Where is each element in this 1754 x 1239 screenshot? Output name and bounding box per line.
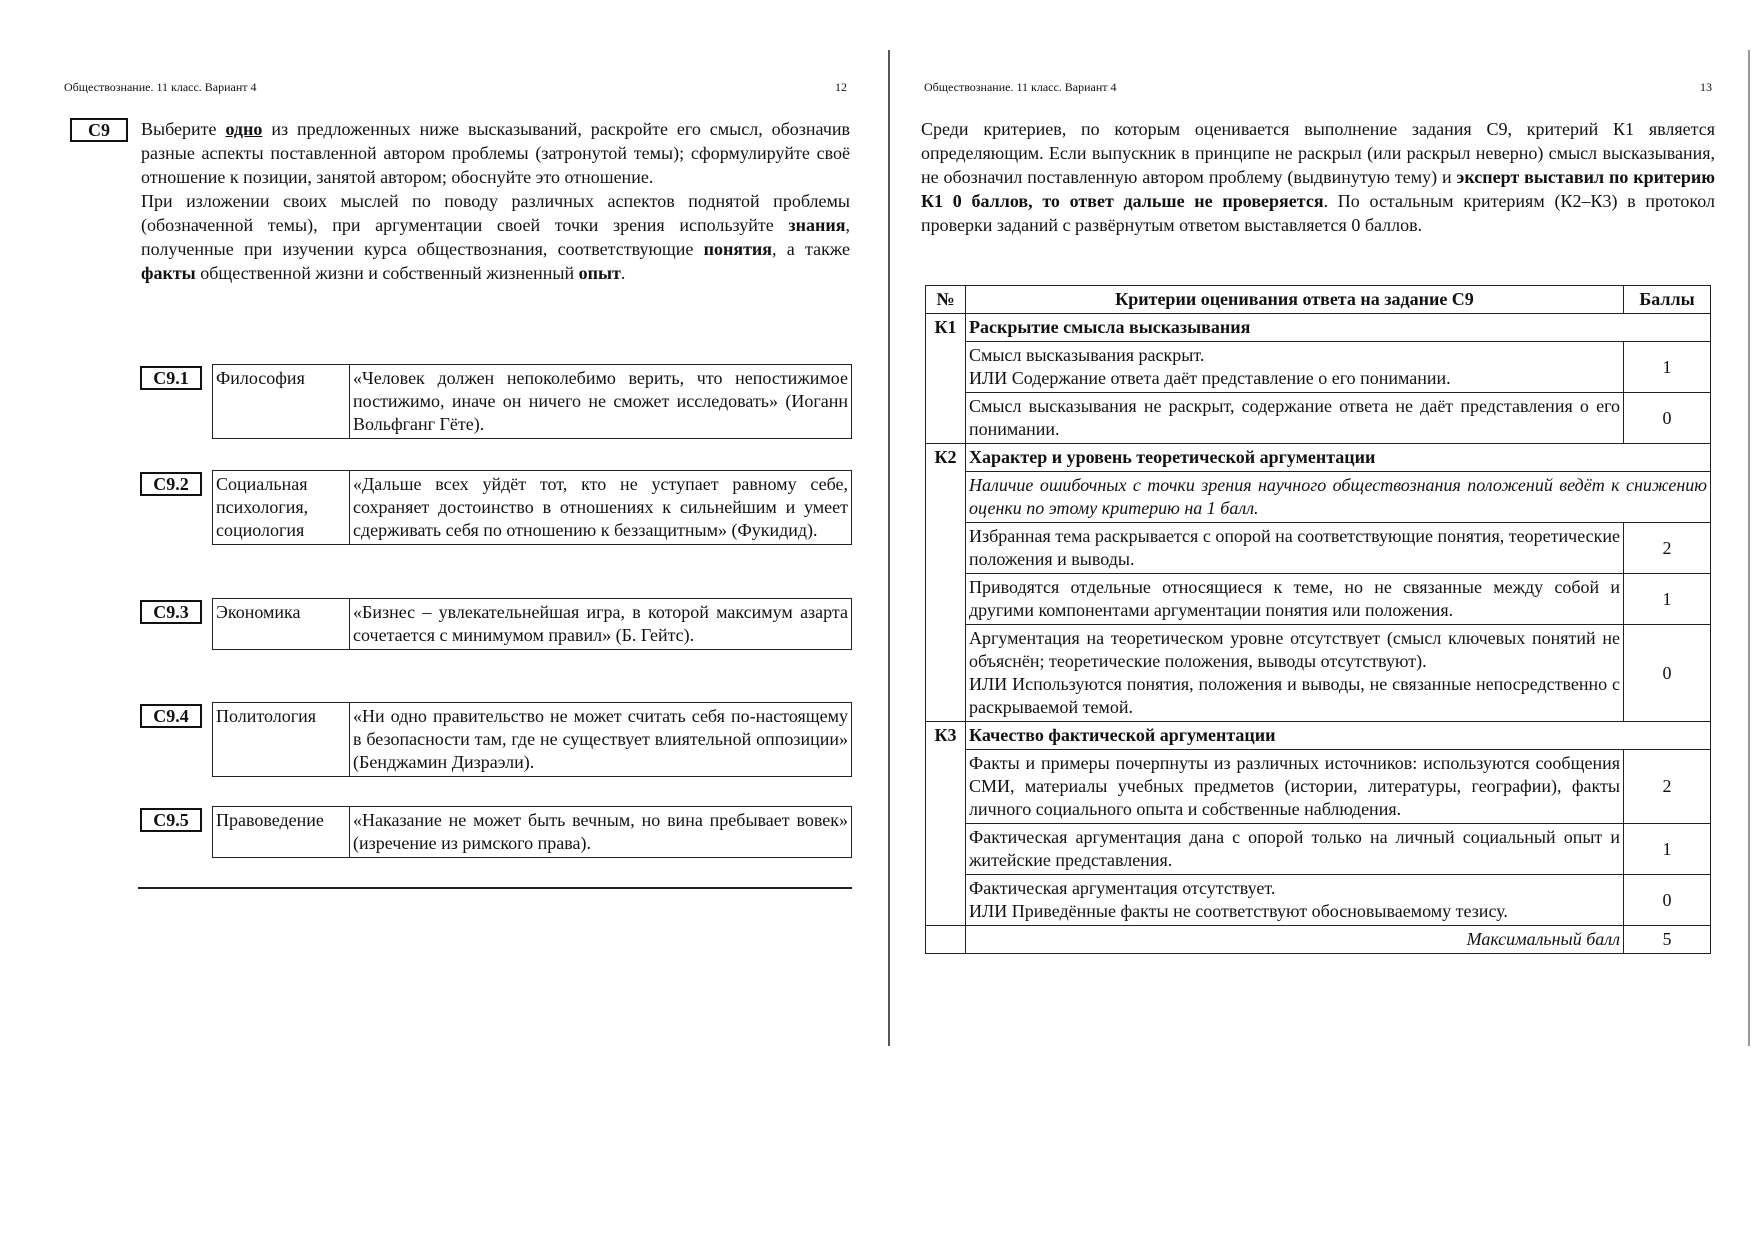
option-quote: «Ни одно правительство не может считать себя по-настоящему в безопасности там, где не существует влиятельной оппозиции» (Бенджамин Дизраэли). — [350, 703, 852, 777]
criterion-k3-title-row — [926, 722, 1711, 750]
instr-text: При изложении своих мыслей по поводу различных аспектов поднятой проблемы (обозначенной темы), при аргументации своей точки зрения используйте — [141, 191, 850, 235]
task-instructions — [141, 117, 850, 285]
criterion-k2-title-row — [926, 444, 1711, 472]
criterion-description — [966, 625, 1624, 722]
criterion-row — [926, 574, 1711, 625]
criterion-number: К1 — [926, 314, 966, 342]
option-label: С9.2 — [140, 472, 202, 496]
col-header-score: Баллы — [1624, 286, 1711, 314]
criterion-title: Характер и уровень теоретической аргументации — [966, 444, 1711, 472]
criterion-score: 0 — [1624, 625, 1711, 722]
option-table — [212, 702, 852, 777]
option-row — [213, 807, 852, 858]
criterion-row — [926, 824, 1711, 875]
page-divider — [888, 50, 890, 1046]
criterion-description — [966, 875, 1624, 926]
criterion-number-cell — [926, 750, 966, 824]
description-line: ИЛИ Используются понятия, положения и выводы, не связанные непосредственно с раскрываемой темой. — [969, 674, 1620, 717]
criterion-k1-title-row — [926, 314, 1711, 342]
max-empty-cell — [926, 926, 966, 954]
criterion-title: Качество фактической аргументации — [966, 722, 1711, 750]
instr-text: , полученные при изучении курса обществознания, соответствующие — [141, 215, 850, 259]
option-subject: Социальная психология, социология — [213, 471, 350, 545]
criterion-number-cell — [926, 393, 966, 444]
max-score-value: 5 — [1624, 926, 1711, 954]
instr-text: . — [620, 263, 626, 283]
option-subject: Экономика — [213, 599, 350, 650]
option-label: С9.1 — [140, 366, 202, 390]
instr-emphasis-one: одно — [225, 119, 263, 139]
max-score-row — [926, 926, 1711, 954]
criterion-description — [966, 342, 1624, 393]
criterion-description: Смысл высказывания не раскрыт, содержание ответа не даёт представления о его понимании. — [966, 393, 1624, 444]
criterion-score: 2 — [1624, 523, 1711, 574]
intro-text: . По остальным критериям (К2–К3) в протокол проверки заданий с развёрнутым ответом выставляется 0 баллов. — [921, 191, 1715, 235]
section-end-rule — [138, 887, 852, 889]
criterion-note-row — [926, 472, 1711, 523]
criterion-number-cell — [926, 472, 966, 523]
left-header-title: Обществознание. 11 класс. Вариант 4 — [64, 80, 257, 94]
option-table — [212, 364, 852, 439]
criterion-row — [926, 625, 1711, 722]
option-table — [212, 470, 852, 545]
right-header-title: Обществознание. 11 класс. Вариант 4 — [924, 80, 1117, 94]
option-table — [212, 598, 852, 650]
description-line: Фактическая аргументация отсутствует. — [969, 878, 1276, 898]
right-page-number: 13 — [1700, 80, 1712, 94]
option-row — [213, 703, 852, 777]
instr-text: , а также — [772, 239, 850, 259]
description-line: Смысл высказывания раскрыт. — [969, 345, 1205, 365]
instr-bold: опыт — [578, 263, 621, 283]
criterion-score: 1 — [1624, 574, 1711, 625]
task-label-c9: С9 — [70, 118, 128, 142]
option-row — [213, 599, 852, 650]
max-score-label: Максимальный балл — [966, 926, 1624, 954]
page-edge — [1748, 50, 1750, 1046]
option-subject: Правоведение — [213, 807, 350, 858]
criteria-table — [925, 285, 1711, 954]
criterion-row — [926, 750, 1711, 824]
criterion-score: 1 — [1624, 342, 1711, 393]
criterion-row — [926, 523, 1711, 574]
option-quote: «Наказание не может быть вечным, но вина пребывает вовек» (изречение из римского права). — [350, 807, 852, 858]
instr-bold: факты — [141, 263, 196, 283]
criterion-number-cell — [926, 824, 966, 875]
col-header-criteria: Критерии оценивания ответа на задание С9 — [966, 286, 1624, 314]
option-row — [213, 471, 852, 545]
instr-text: Выберите — [141, 119, 226, 139]
description-line: ИЛИ Содержание ответа даёт представление о его понимании. — [969, 368, 1451, 388]
criterion-number-cell — [926, 574, 966, 625]
intro-text: Среди критериев, по которым оценивается выполнение задания С9, критерий К1 является определяющим. Если выпускник в принципе не раскрыл (или раскрыл неверно) смысл высказывания, не обозначил поставленную автором проблему (выдвинутую тему) и — [921, 119, 1715, 187]
left-page-number: 12 — [835, 80, 847, 94]
criterion-description: Факты и примеры почерпнуты из различных источников: используются сообщения СМИ, материалы учебных предметов (истории, литературы, географии), факты личного социального опыта и собственные наблюдения. — [966, 750, 1624, 824]
criterion-number: К3 — [926, 722, 966, 750]
option-quote: «Человек должен непоколебимо верить, что непостижимое постижимо, иначе он ничего не сможет исследовать» (Иоганн Вольфганг Гёте). — [350, 365, 852, 439]
option-subject: Политология — [213, 703, 350, 777]
criteria-header-row — [926, 286, 1711, 314]
instructions-paragraph-2 — [141, 189, 850, 285]
criterion-number-cell — [926, 875, 966, 926]
option-subject: Философия — [213, 365, 350, 439]
criterion-score: 0 — [1624, 875, 1711, 926]
instructions-paragraph-1 — [141, 117, 850, 189]
description-line: ИЛИ Приведённые факты не соответствуют обосновываемому тезису. — [969, 901, 1508, 921]
option-quote: «Бизнес – увлекательнейшая игра, в которой максимум азарта сочетается с минимумом правил» (Б. Гейтс). — [350, 599, 852, 650]
criterion-number-cell — [926, 342, 966, 393]
criterion-number-cell — [926, 625, 966, 722]
criterion-number-cell — [926, 523, 966, 574]
criterion-row — [926, 875, 1711, 926]
criterion-description: Приводятся отдельные относящиеся к теме, но не связанные между собой и другими компонентами аргументации понятия или положения. — [966, 574, 1624, 625]
criterion-description: Фактическая аргументация дана с опорой только на личный социальный опыт и житейские представления. — [966, 824, 1624, 875]
option-label: С9.5 — [140, 808, 202, 832]
criterion-row — [926, 342, 1711, 393]
description-line: Аргументация на теоретическом уровне отсутствует (смысл ключевых понятий не объяснён; теоретические положения, выводы отсутствуют). — [969, 628, 1620, 671]
criterion-number: К2 — [926, 444, 966, 472]
criterion-score: 0 — [1624, 393, 1711, 444]
instr-bold: понятия — [703, 239, 773, 259]
col-header-num: № — [926, 286, 966, 314]
criterion-note: Наличие ошибочных с точки зрения научного обществознания положений ведёт к снижению оценки по этому критерию на 1 балл. — [966, 472, 1711, 523]
criterion-score: 1 — [1624, 824, 1711, 875]
instr-bold: знания — [788, 215, 846, 235]
instr-text: общественной жизни и собственный жизненный — [195, 263, 579, 283]
option-table — [212, 806, 852, 858]
criterion-row — [926, 393, 1711, 444]
option-row — [213, 365, 852, 439]
criterion-score: 2 — [1624, 750, 1711, 824]
option-label: С9.4 — [140, 704, 202, 728]
criteria-intro — [921, 117, 1715, 237]
criterion-description: Избранная тема раскрывается с опорой на соответствующие понятия, теоретические положения и выводы. — [966, 523, 1624, 574]
criterion-title: Раскрытие смысла высказывания — [966, 314, 1711, 342]
intro-bold: эксперт выставил по критерию К1 0 баллов, то ответ дальше не проверяется — [921, 167, 1715, 211]
instr-text: из предложенных ниже высказываний, раскройте его смысл, обозначив разные аспекты поставленной автором проблемы (затронутой темы); сформулируйте своё отношение к позиции, занятой автором; обоснуйте это отношение. — [141, 119, 851, 187]
option-quote: «Дальше всех уйдёт тот, кто не уступает равному себе, сохраняет достоинство в отношениях к сильнейшим и умеет сдерживать себя по отношению к беззащитным» (Фукидид). — [350, 471, 852, 545]
option-label: С9.3 — [140, 600, 202, 624]
